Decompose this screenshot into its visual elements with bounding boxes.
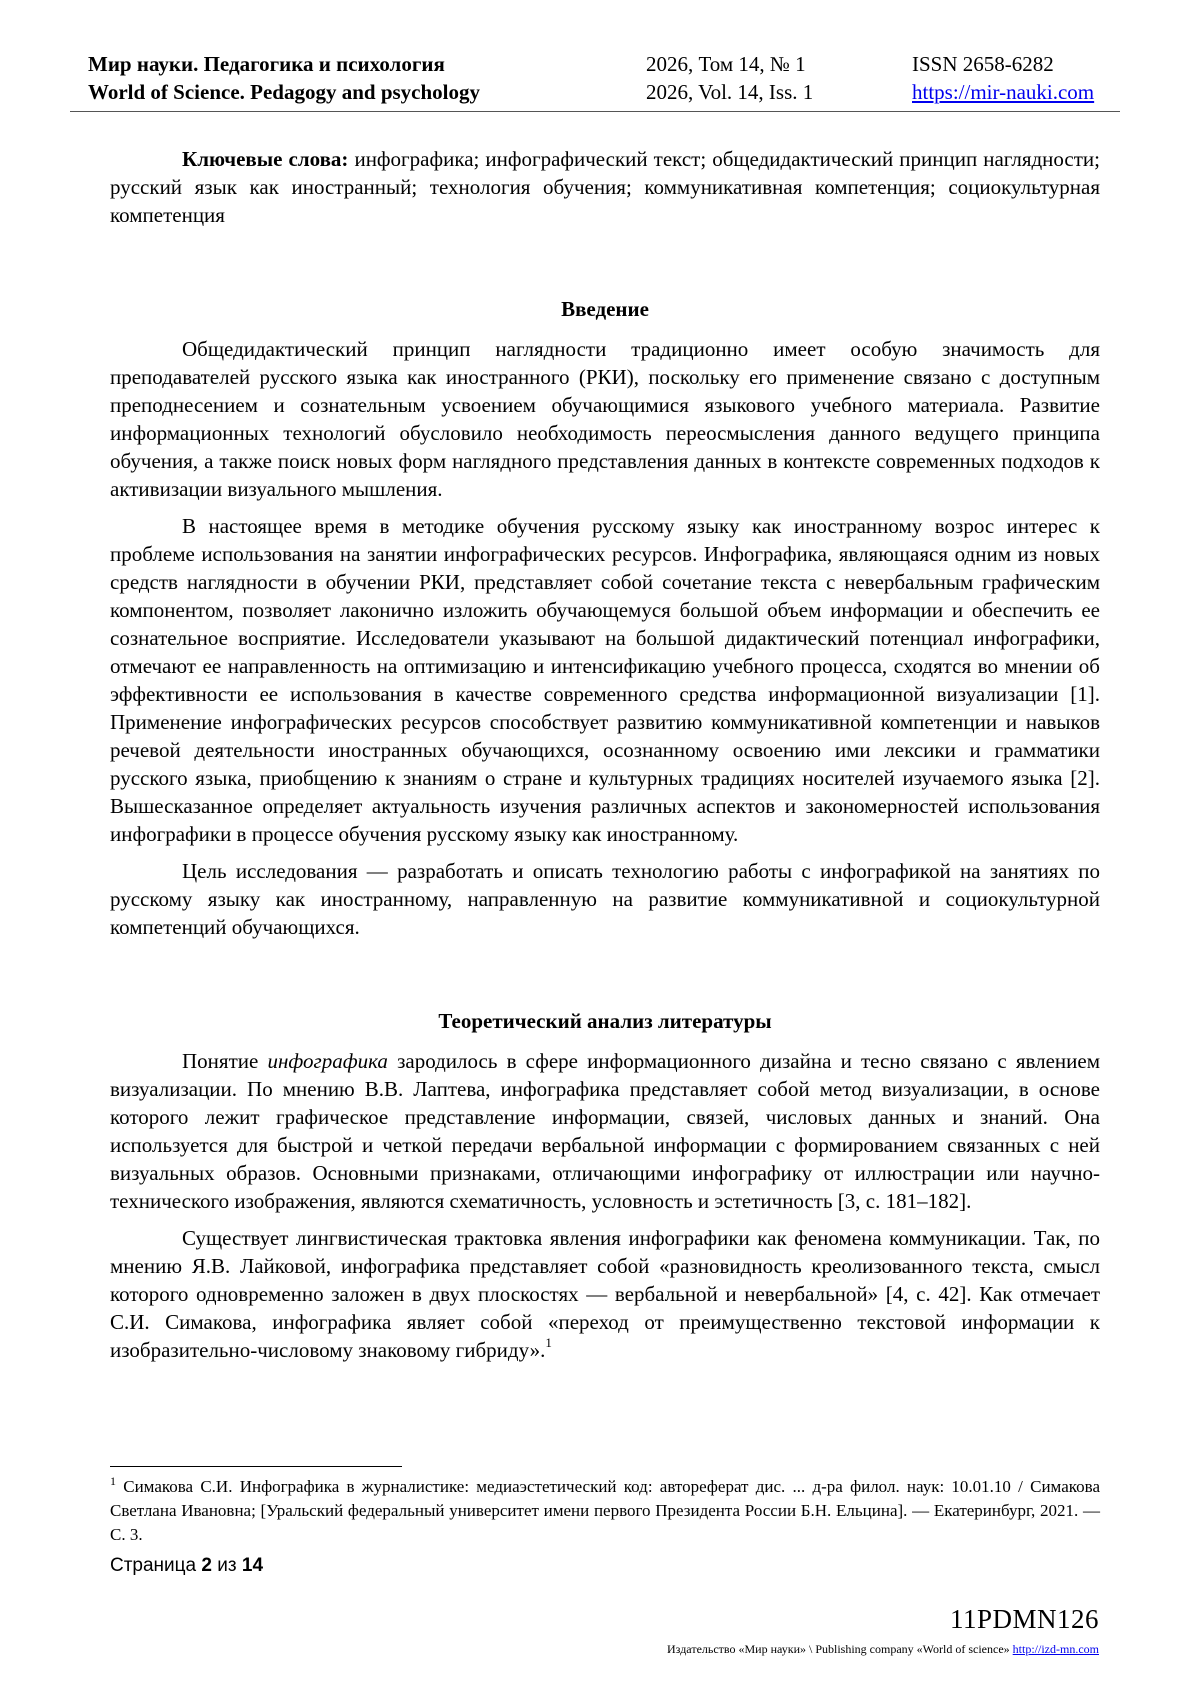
keywords-text: инфографика; инфографический текст; общедидактический принцип наглядности; русский язык как иностранный; технология обучения; коммуникативная компетенция; социокультурная компетенция [110,147,1100,227]
page-label: Страница [110,1555,197,1576]
page-number [110,1555,263,1577]
page-total: 14 [241,1555,264,1576]
page-of: из [217,1555,237,1576]
footnote [110,1475,1100,1547]
keywords [110,145,1100,229]
journal-ids [912,50,1094,106]
section-title-introduction: Введение [561,297,649,321]
header-divider [70,111,1120,112]
publisher-link[interactable]: http://izd-mn.com [1012,1642,1099,1656]
theory-p1-rest: зародилось в сфере информационного дизайна и тесно связано с явлением визуализации. По мнению В.В. Лаптева, инфографика представляет собой метод визуализации, в основе которого лежит графическое представление информации, связей, числовых данных и знаний. Она используется для быстрой и четкой передачи вербальной информации с формированием связанных с ней визуальных образов. Основными признаками, отличающими инфографику от иллюстрации или научно-технического изображения, являются схематичность, условность и эстетичность [3, с. 181–182]. [110,1049,1100,1213]
term-infographics: инфографика [267,1049,388,1073]
article-code: 11PDMN126 [949,1604,1099,1634]
footnote-text: Симакова С.И. Инфографика в журналистике: медиаэстетический код: автореферат дис. ... д-ра филол. наук: 10.01.10 / Симакова Светлана Ивановна; [Уральский федеральный университет имени первого Президента России Б.Н. Ельцина]. — Екатеринбург, 2021. — С. 3. [110,1477,1100,1544]
footnote-divider [110,1466,402,1467]
intro-paragraph-2: В настоящее время в методике обучения русскому языку как иностранному возрос интерес к проблеме использования на занятии инфографических ресурсов. Инфографика, являющаяся одним из новых средств наглядности в обучении РКИ, представляет собой сочетание текста с невербальным графическим компонентом, позволяет лаконично изложить обучающемуся большой объем информации и обеспечить ее сознательное восприятие. Исследователи указывают на большой дидактический потенциал инфографики, отмечают ее направленность на оптимизацию и интенсификацию учебного процесса, сходятся во мнении об эффективности ее использования в качестве современного средства информационной визуализации [1]. Применение инфографических ресурсов способствует развитию коммуникативной компетенции и навыков речевой деятельности иностранных обучающихся, осознанному освоению ими лексики и грамматики русского языка, приобщению к знаниям о стране и культурных традициях носителей изучаемого языка [2]. Вышесказанное определяет актуальность изучения различных аспектов и закономерностей использования инфографики в процессе обучения русскому языку как иностранному. [110,514,1100,846]
footnote-reference[interactable]: 1 [545,1335,552,1350]
issn: ISSN 2658-6282 [912,52,1054,76]
publisher-line [667,1642,1099,1657]
publisher-text: Издательство «Мир науки» \ Publishing company «World of science» [667,1642,1010,1656]
journal-title-ru: Мир науки. Педагогика и психология [88,52,445,76]
keywords-label: Ключевые слова: [182,147,349,171]
footnote-mark: 1 [110,1474,116,1488]
journal-url-link[interactable]: https://mir-nauki.com [912,80,1095,104]
theory-p1-start: Понятие [182,1049,268,1073]
intro-paragraph-1: Общедидактический принцип наглядности традиционно имеет особую значимость для преподавателей русского языка как иностранного (РКИ), поскольку его применение связано с доступным преподнесением и сознательным усвоением обучающимися языкового учебного материала. Развитие информационных технологий обусловило необходимость переосмысления данного ведущего принципа обучения, а также поиск новых форм наглядного представления данных в контексте современных подходов к активизации визуального мышления. [110,337,1100,501]
intro-paragraph-3: Цель исследования — разработать и описать технологию работы с инфографикой на занятиях по русскому языку как иностранному, направленную на развитие коммуникативной и социокультурной компетенций обучающихся. [110,859,1100,939]
theory-p2-text: Существует лингвистическая трактовка явления инфографики как феномена коммуникации. Так, по мнению Я.В. Лайковой, инфографика представляет собой «разновидность креолизованного текста, смысл которого одновременно заложен в двух плоскостях — вербальной и невербальной» [4, с. 42]. Как отмечает С.И. Симакова, инфографика являет собой «переход от преимущественно текстовой информации к изобразительно-числовому знаковому гибриду». [110,1226,1100,1362]
issue-ru: 2026, Том 14, № 1 [646,52,806,76]
issue-info [646,50,813,106]
section-title-theory: Теоретический анализ литературы [438,1009,772,1033]
article-body [110,145,1100,1364]
running-header [88,50,1121,112]
issue-en: 2026, Vol. 14, Iss. 1 [646,80,814,104]
journal-title [88,50,480,106]
journal-title-en: World of Science. Pedagogy and psychology [88,80,481,104]
theory-paragraph-1 [110,1047,1100,1215]
theory-paragraph-2 [110,1224,1100,1364]
page-current: 2 [201,1555,212,1576]
